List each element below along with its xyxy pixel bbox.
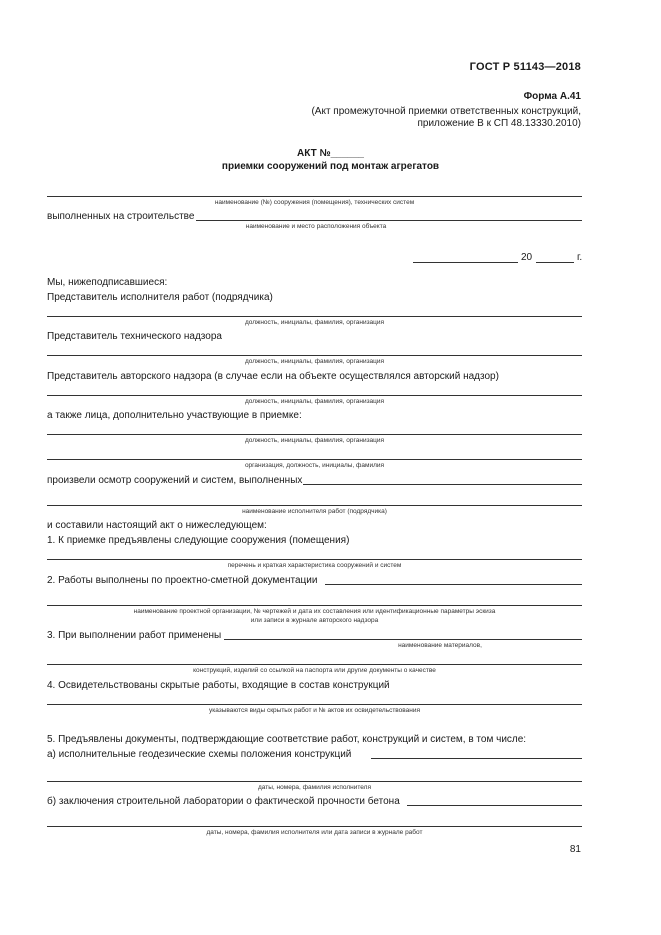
item3-line-1[interactable] — [224, 639, 582, 640]
performed-at-label: выполненных на строительстве — [47, 211, 195, 222]
page-number: 81 — [569, 844, 581, 855]
form-note — [221, 106, 581, 130]
form-label: Форма А.41 — [523, 91, 581, 102]
caption-position-4: должность, инициалы, фамилия, организация — [244, 437, 385, 444]
item5a-label: а) исполнительные геодезические схемы положения конструкций — [47, 749, 352, 760]
item5a-line-2[interactable] — [47, 781, 582, 782]
also-persons-line[interactable] — [47, 434, 582, 435]
rep-contractor-line[interactable] — [47, 316, 582, 317]
caption-item4: указываются виды скрытых работ и № актов их освидетельствования — [208, 707, 421, 714]
standard-code: ГОСТ Р 51143—2018 — [469, 61, 581, 73]
item5b-label: б) заключения строительной лаборатории о фактической прочности бетона — [47, 796, 400, 807]
date-day-month-line[interactable] — [413, 262, 518, 263]
drawn-up-label: и составили настоящий акт о нижеследующем: — [47, 520, 267, 531]
item2-line-1[interactable] — [325, 584, 582, 585]
rep-technical-label: Представитель технического надзора — [47, 331, 222, 342]
item1-line[interactable] — [47, 559, 582, 560]
item5a-line-1[interactable] — [371, 758, 582, 759]
form-note-line1: (Акт промежуточной приемки ответственных конструкций, — [311, 106, 581, 117]
inspected-line-2[interactable] — [47, 505, 582, 506]
date-year-prefix: 20 — [521, 252, 533, 263]
caption-item2-line1: наименование проектной организации, № чертежей и дата их составления или идентификационные параметры эскиза — [133, 608, 496, 615]
caption-item3b: конструкций, изделий со ссылкой на паспорта или другие документы о качестве — [193, 667, 436, 674]
inspected-label: произвели осмотр сооружений и систем, выполненных — [47, 475, 303, 486]
item4-label: 4. Освидетельствованы скрытые работы, входящие в состав конструкций — [47, 680, 390, 691]
caption-item1: перечень и краткая характеристика сооружений и систем — [227, 562, 402, 569]
caption-position-3: должность, инициалы, фамилия, организация — [244, 398, 385, 405]
caption-item3a: наименование материалов, — [398, 642, 482, 649]
item5b-line-1[interactable] — [407, 805, 582, 806]
org-position-line[interactable] — [47, 459, 582, 460]
act-title: АКТ №______ — [297, 148, 364, 159]
caption-position-2: должность, инициалы, фамилия, организация — [244, 358, 385, 365]
item3-label: 3. При выполнении работ применены — [47, 630, 222, 641]
rep-technical-line[interactable] — [47, 355, 582, 356]
date-suffix: г. — [577, 252, 583, 263]
rep-contractor-label: Представитель исполнителя работ (подрядчика) — [47, 292, 273, 303]
item4-line[interactable] — [47, 704, 582, 705]
rep-author-label: Представитель авторского надзора (в случае если на объекте осуществлялся авторский надзор) — [47, 371, 499, 382]
also-persons-label: а также лица, дополнительно участвующие в приемке: — [47, 410, 302, 421]
item5-label: 5. Предъявлены документы, подтверждающие соответствие работ, конструкций и систем, в том числе: — [47, 734, 527, 745]
item3-line-2[interactable] — [47, 664, 582, 665]
date-year-line[interactable] — [536, 262, 574, 263]
rep-author-line[interactable] — [47, 395, 582, 396]
we-undersigned: Мы, нижеподписавшиеся: — [47, 277, 168, 288]
item2-line-2[interactable] — [47, 605, 582, 606]
act-subtitle: приемки сооружений под монтаж агрегатов — [221, 161, 440, 172]
item5b-line-2[interactable] — [47, 826, 582, 827]
performed-at-line[interactable] — [196, 220, 582, 221]
caption-item5a: даты, номера, фамилия исполнителя — [258, 784, 371, 791]
item1-label: 1. К приемке предъявлены следующие сооружения (помещения) — [47, 535, 350, 546]
item2-label: 2. Работы выполнены по проектно-сметной документации — [47, 575, 318, 586]
caption-item5b: даты, номера, фамилия исполнителя или дата записи в журнале работ — [206, 829, 423, 836]
caption-org-position: организация, должность, инициалы, фамилия — [244, 462, 385, 469]
caption-contractor-name: наименование исполнителя работ (подрядчика) — [242, 508, 387, 515]
inspected-line-1[interactable] — [303, 484, 582, 485]
caption-position-1: должность, инициалы, фамилия, организация — [244, 319, 385, 326]
form-note-line2: приложение В к СП 48.13330.2010) — [417, 118, 581, 129]
caption-object: наименование (№) сооружения (помещения), технических систем — [214, 199, 415, 206]
object-name-line[interactable] — [47, 196, 582, 197]
caption-location: наименование и место расположения объекта — [245, 223, 387, 230]
caption-item2-line2: или записи в журнале авторского надзора — [250, 617, 379, 624]
